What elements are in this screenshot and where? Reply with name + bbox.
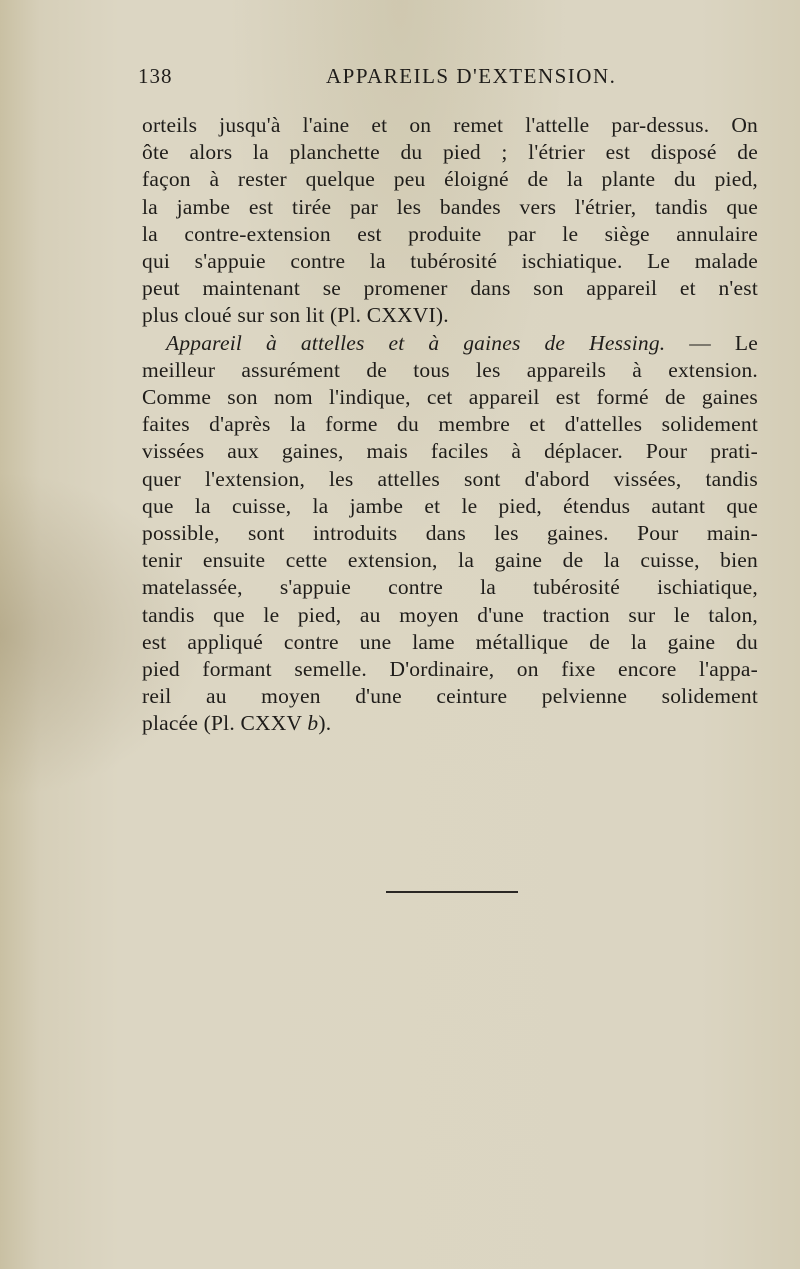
text-line: orteils jusqu'à l'aine et on remet l'attelle par-dessus. On [142, 113, 758, 137]
text-line: reil au moyen d'une ceinture pelvienne solidement [142, 684, 758, 709]
section-heading: Appareil à attelles et à gaines de Hessing. [166, 330, 666, 355]
text-line: faites d'après la forme du membre et d'attelles solidement [142, 412, 758, 437]
text-line: meilleur assurément de tous les appareils à extension. [142, 357, 758, 382]
text-line: la contre-extension est produite par le siège annulaire [142, 221, 758, 246]
text-line: quer l'extension, les attelles sont d'abord vissées, tandis [142, 466, 758, 491]
text-line: possible, sont introduits dans les gaines. Pour main- [142, 521, 758, 546]
text-line: Comme son nom l'indique, cet appareil est formé de gaines [142, 385, 758, 410]
text-line: pied formant semelle. D'ordinaire, on fixe encore l'appa- [142, 657, 758, 682]
plate-reference-letter: b [307, 711, 319, 736]
text-line: ôte alors la planchette du pied ; l'étrier est disposé de [142, 140, 758, 165]
page-header [138, 64, 756, 94]
text-line: tenir ensuite cette extension, la gaine de la cuisse, bien [142, 548, 758, 573]
text-line: qui s'appuie contre la tubérosité ischiatique. Le malade [142, 249, 758, 274]
running-title: APPAREILS D'EXTENSION. [326, 64, 617, 88]
plate-reference: placée (Pl. CXXV [142, 711, 308, 736]
text-line: est appliqué contre une lame métallique de la gaine du [142, 629, 758, 654]
section-heading-line [142, 330, 758, 357]
text-line: la jambe est tirée par les bandes vers l'étrier, tandis que [142, 194, 758, 219]
text-line: matelassée, s'appuie contre la tubérosité ischiatique, [142, 575, 758, 600]
text-line: vissées aux gaines, mais faciles à déplacer. Pour prati- [142, 439, 758, 464]
text-line: que la cuisse, la jambe et le pied, étendus autant que [142, 493, 758, 518]
text-line-last [142, 710, 758, 737]
text-line: plus cloué sur son lit (Pl. CXXVI). [142, 303, 449, 328]
text-line: façon à rester quelque peu éloigné de la plante du pied, [142, 167, 758, 192]
page-number: 138 [138, 64, 173, 88]
heading-continuation: — Le [665, 330, 758, 355]
plate-reference-end: ). [318, 711, 332, 736]
text-line: peut maintenant se promener dans son appareil et n'est [142, 276, 758, 301]
section-end-rule [386, 891, 518, 893]
body-text [142, 112, 758, 738]
text-line: tandis que le pied, au moyen d'une traction sur le talon, [142, 602, 758, 627]
